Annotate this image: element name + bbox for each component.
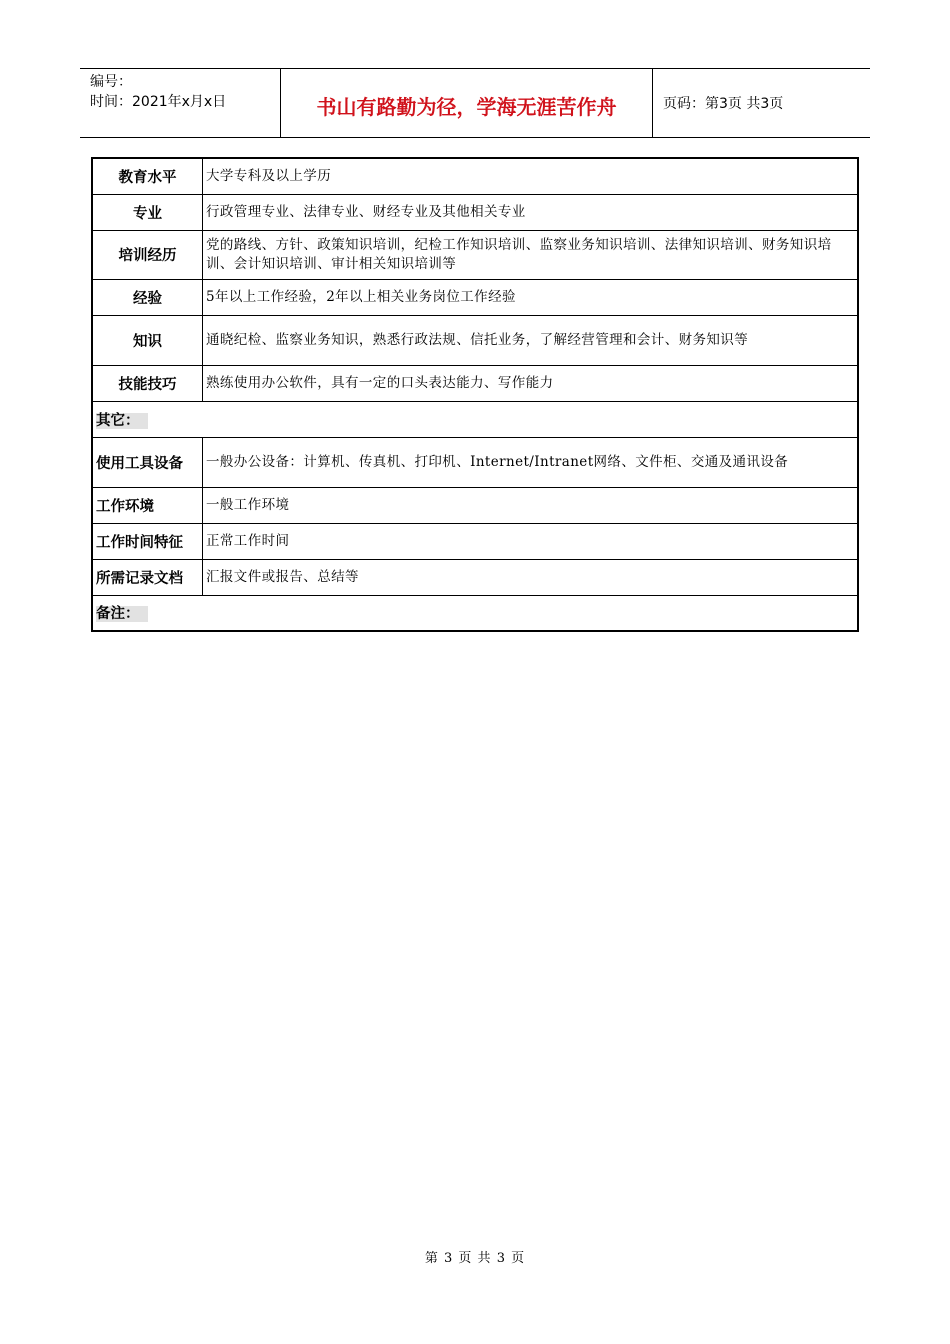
- row-label: 经验: [92, 279, 203, 315]
- row-value: 大学专科及以上学历: [203, 158, 859, 194]
- table-row: [92, 315, 858, 365]
- page-header: [80, 68, 870, 138]
- row-value: 通晓纪检、监察业务知识，熟悉行政法规、信托业务，了解经营管理和会计、财务知识等: [203, 315, 859, 365]
- page-footer: 第 3 页 共 3 页: [424, 1251, 526, 1266]
- section-row-remarks: [92, 595, 858, 631]
- table-row: [92, 279, 858, 315]
- row-label: 培训经历: [92, 230, 203, 279]
- row-value: 正常工作时间: [203, 523, 859, 559]
- row-value: 党的路线、方针、政策知识培训，纪检工作知识培训、监察业务知识培训、法律知识培训、财务知识培训、会计知识培训、审计相关知识培训等: [203, 230, 859, 279]
- remarks-label: 备注：: [96, 606, 148, 622]
- table-row: [92, 365, 858, 401]
- number-label: 编号：: [90, 74, 132, 90]
- job-requirements-table: [91, 157, 859, 632]
- time-label: 时间：2021年x月x日: [90, 94, 227, 110]
- row-value: 5年以上工作经验，2年以上相关业务岗位工作经验: [203, 279, 859, 315]
- table-row: [92, 523, 858, 559]
- row-value: 一般办公设备：计算机、传真机、打印机、Internet/Intranet网络、文件柜、交通及通讯设备: [203, 437, 859, 487]
- table-row: [92, 437, 858, 487]
- table-row: [92, 487, 858, 523]
- row-label: 所需记录文档: [92, 559, 203, 595]
- header-motto: 书山有路勤为径，学海无涯苦作舟: [281, 69, 653, 137]
- row-value: 熟练使用办公软件，具有一定的口头表达能力、写作能力: [203, 365, 859, 401]
- row-label: 使用工具设备: [92, 437, 203, 487]
- row-label: 工作环境: [92, 487, 203, 523]
- header-info: [80, 69, 281, 137]
- row-value: 汇报文件或报告、总结等: [203, 559, 859, 595]
- table-row: [92, 194, 858, 230]
- section-row-other: [92, 401, 858, 437]
- row-label: 技能技巧: [92, 365, 203, 401]
- row-label: 工作时间特征: [92, 523, 203, 559]
- page-indicator: 页码：第3页 共3页: [663, 96, 784, 112]
- row-value: 行政管理专业、法律专业、财经专业及其他相关专业: [203, 194, 859, 230]
- row-label: 知识: [92, 315, 203, 365]
- table-row: [92, 559, 858, 595]
- other-section-label: 其它：: [96, 413, 148, 429]
- row-label: 专业: [92, 194, 203, 230]
- row-value: 一般工作环境: [203, 487, 859, 523]
- table-row: [92, 230, 858, 279]
- table-row: [92, 158, 858, 194]
- row-label: 教育水平: [92, 158, 203, 194]
